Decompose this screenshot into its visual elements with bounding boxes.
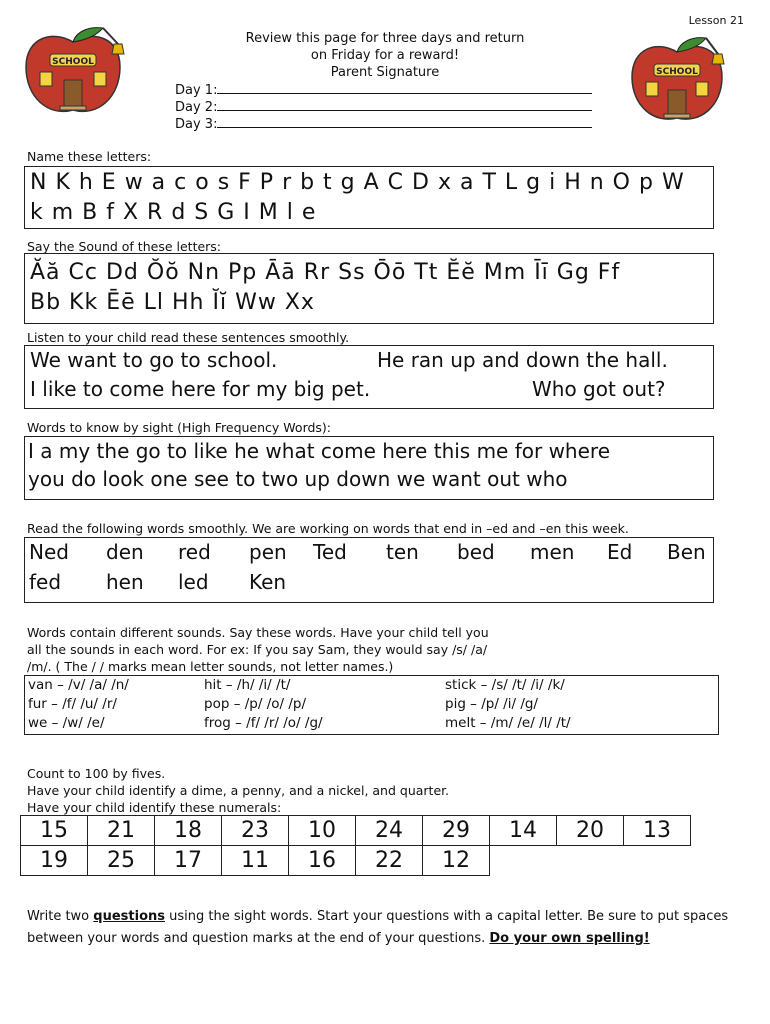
numeral-cell: 10 [289,816,356,846]
numeral-cell: 14 [490,816,557,846]
word-list-item: pen [249,540,287,564]
numeral-cell: 17 [155,846,222,876]
sight-words-line-2: you do look one see to two up down we want out who [28,467,568,491]
letters-line-1: N K h E w a c o s F P r b t g A C D x a T L g i H n O p W [30,170,685,195]
word-list-item: Ken [249,570,287,594]
numeral-cell: 15 [21,816,88,846]
day-1-signature-line[interactable] [217,83,592,94]
day-3-label: Day 3: [175,117,218,132]
word-list-item: hen [106,570,144,594]
header-instructions [170,30,600,81]
numeral-cell: 25 [88,846,155,876]
sentences-caption: Listen to your child read these sentences smoothly. [27,330,350,345]
word-list-item: ten [386,540,419,564]
sight-words-line-1: I a my the go to like he what come here this me for where [28,439,611,463]
phoneme-item: we – /w/ /e/ [28,715,105,731]
sounds-caption: Say the Sound of these letters: [27,239,222,254]
numeral-cell: 21 [88,816,155,846]
sentence-3: I like to come here for my big pet. [30,377,371,401]
numeral-cell: 13 [624,816,691,846]
table-row [21,846,691,876]
header-line-2: on Friday for a reward! [310,48,460,63]
numeral-cell: 11 [222,846,289,876]
phoneme-item: frog – /f/ /r/ /o/ /g/ [204,715,323,731]
phoneme-intro-1: Words contain different sounds. Say these words. Have your child tell you [27,625,489,640]
word-list-item: led [178,570,209,594]
parent-signature-label: Parent Signature [330,65,440,80]
lesson-number: Lesson 21 [688,14,744,27]
writing-instructions [27,906,752,950]
phoneme-item: pig – /p/ /i/ /g/ [445,696,538,712]
word-list-item: Ed [607,540,633,564]
empty-cell [624,846,691,876]
numeral-cell: 23 [222,816,289,846]
numeral-cell: 24 [356,816,423,846]
phoneme-instructions [27,624,489,675]
phoneme-item: pop – /p/ /o/ /p/ [204,696,307,712]
apple-sign-right: SCHOOL [656,67,698,77]
empty-cell [557,846,624,876]
word-list-item: red [178,540,211,564]
word-list-item: Ted [313,540,347,564]
numeral-cell: 20 [557,816,624,846]
phoneme-item: hit – /h/ /i/ /t/ [204,677,291,693]
phoneme-item: melt – /m/ /e/ /l/ /t/ [445,715,571,731]
sentence-2: He ran up and down the hall. [377,348,668,372]
count-instruction: Count to 100 by fives. [27,766,166,781]
word-list-item: Ben [667,540,706,564]
writing-emphasis: Do your own spelling! [489,931,650,946]
numeral-cell: 16 [289,846,356,876]
table-row [21,816,691,846]
phoneme-item: van – /v/ /a/ /n/ [28,677,129,693]
empty-cell [490,846,557,876]
day-3-signature-line[interactable] [217,117,592,128]
ed-en-caption: Read the following words smoothly. We are working on words that end in –ed and –en this week. [27,521,629,536]
word-list-item: Ned [29,540,69,564]
day-2-label: Day 2: [175,100,218,115]
numerals-table [20,815,691,876]
sentence-1: We want to go to school. [30,348,278,372]
phoneme-item: fur – /f/ /u/ /r/ [28,696,117,712]
phoneme-intro-3: /m/. ( The / / marks mean letter sounds, not letter names.) [27,659,394,674]
day-2-signature-line[interactable] [217,100,592,111]
phoneme-item: stick – /s/ /t/ /i/ /k/ [445,677,565,693]
apple-school-icon [622,30,732,130]
writing-keyword: questions [93,909,165,924]
numeral-cell: 12 [423,846,490,876]
sentence-4: Who got out? [532,377,666,401]
word-list-item: bed [457,540,495,564]
sight-words-caption: Words to know by sight (High Frequency Words): [27,420,332,435]
apple-school-icon [18,22,128,122]
day-signature-lines [175,82,592,133]
letters-caption: Name these letters: [27,149,152,164]
numeral-cell: 22 [356,846,423,876]
numeral-cell: 29 [423,816,490,846]
word-list-item: fed [29,570,62,594]
phoneme-intro-2: all the sounds in each word. For ex: If you say Sam, they would say /s/ /a/ [27,642,488,657]
writing-pre: Write two [27,909,94,924]
sounds-line-1: Ăă Cc Dd Ŏŏ Nn Pp Āā Rr Ss Ōō Tt Ĕĕ Mm Īī Gg Ff [30,260,621,285]
letters-line-2: k m B f X R d S G I M l e [30,200,317,225]
word-list-item: men [530,540,575,564]
sounds-line-2: Bb Kk Ēē Ll Hh Ĭĭ Ww Xx [30,290,315,315]
coin-instruction: Have your child identify a dime, a penny, and a nickel, and quarter. [27,783,450,798]
header-line-1: Review this page for three days and return [245,31,525,46]
word-list-item: den [106,540,144,564]
numeral-cell: 19 [21,846,88,876]
day-1-label: Day 1: [175,83,218,98]
writing-post: using the sight words. Start your questions with a capital letter. Be sure to put spaces between your words and question marks at the end of your questions. [27,909,729,946]
numeral-instruction: Have your child identify these numerals: [27,800,282,815]
numeral-instructions [27,765,449,816]
numeral-cell: 18 [155,816,222,846]
apple-sign-left: SCHOOL [52,57,94,67]
